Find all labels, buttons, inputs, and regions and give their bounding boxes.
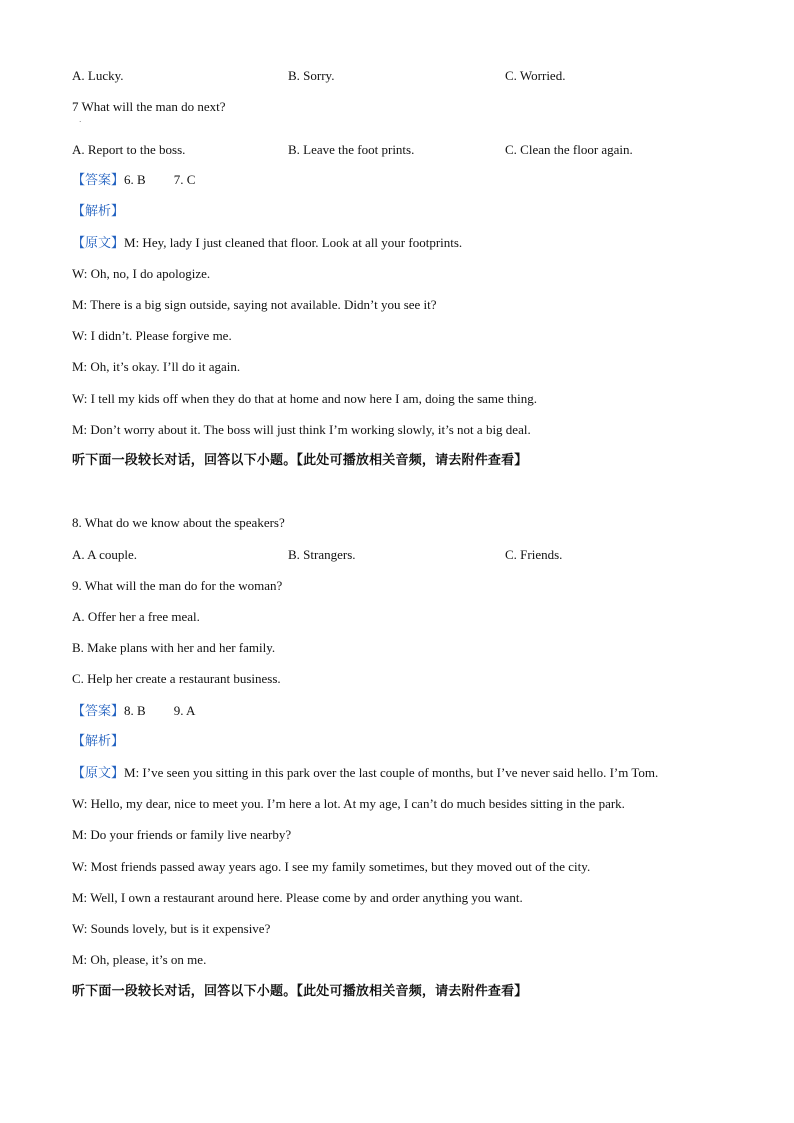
q8-option-c: C. Friends. [505,547,563,562]
transcript-1-line: W: I tell my kids off when they do that at home and now here I am, doing the same thing. [72,391,538,406]
transcript-2-line-0: M: I’ve seen you sitting in this park over the last couple of months, but I’ve never said hello. I’m Tom. [124,765,659,780]
q7-option-c: C. Clean the floor again. [505,142,633,157]
answer-line-1 [72,172,195,189]
q9-question: 9. What will the man do for the woman? [72,578,283,593]
q9-option-c: C. Help her create a restaurant business. [72,671,281,686]
answer-line-2 [72,703,195,720]
q8-options-row [0,547,794,563]
transcript-1-line: M: Don’t worry about it. The boss will just think I’m working slowly, it’s not a big deal. [72,422,531,437]
answer-tag: 【答案】 [72,704,125,719]
listening-instruction-2: 听下面一段较长对话，回答以下小题。【此处可播放相关音频，请去附件查看】 [72,984,528,999]
q9-option-b: B. Make plans with her and her family. [72,640,276,655]
transcript-1-line: M: There is a big sign outside, saying not available. Didn’t you see it? [72,297,437,312]
transcript-1-line-0: M: Hey, lady I just cleaned that floor. Look at all your footprints. [124,235,463,250]
answer-8: 8. B [124,703,146,718]
transcript-2-line: M: Do your friends or family live nearby? [72,827,292,842]
transcript-1-first [72,235,462,252]
q7-mark: · [79,118,82,126]
transcript-2-line: M: Oh, please, it’s on me. [72,952,207,967]
transcript-tag: 【原文】 [72,236,125,251]
transcript-1-line: M: Oh, it’s okay. I’ll do it again. [72,359,241,374]
transcript-1-line: W: Oh, no, I do apologize. [72,266,211,281]
q6-option-b: B. Sorry. [288,68,335,83]
transcript-2-line: W: Sounds lovely, but is it expensive? [72,921,271,936]
q8-option-b: B. Strangers. [288,547,356,562]
q6-options-row [0,68,794,84]
q8-question: 8. What do we know about the speakers? [72,515,285,530]
q6-option-c: C. Worried. [505,68,566,83]
answer-tag: 【答案】 [72,173,125,188]
q8-option-a: A. A couple. [72,547,137,562]
q7-option-a: A. Report to the boss. [72,142,186,157]
transcript-2-line: W: Hello, my dear, nice to meet you. I’m here a lot. At my age, I can’t do much besides sitting in the park. [72,796,625,811]
transcript-2-first [72,765,658,782]
q7-option-b: B. Leave the foot prints. [288,142,415,157]
listening-instruction-1: 听下面一段较长对话，回答以下小题。【此处可播放相关音频，请去附件查看】 [72,453,528,468]
transcript-1-line: W: I didn’t. Please forgive me. [72,328,232,343]
analysis-tag-1: 【解析】 [72,204,125,219]
transcript-tag: 【原文】 [72,766,125,781]
q9-option-a: A. Offer her a free meal. [72,609,200,624]
answer-6: 6. B [124,172,146,187]
transcript-2-line: M: Well, I own a restaurant around here. Please come by and order anything you want. [72,890,523,905]
q6-option-a: A. Lucky. [72,68,124,83]
q7-question: 7 What will the man do next? [72,99,226,114]
q7-options-row [0,142,794,158]
transcript-2-line: W: Most friends passed away years ago. I see my family sometimes, but they moved out of the city. [72,859,591,874]
answer-9: 9. A [173,703,196,718]
answer-7: 7. C [173,172,196,187]
analysis-tag-2: 【解析】 [72,734,125,749]
